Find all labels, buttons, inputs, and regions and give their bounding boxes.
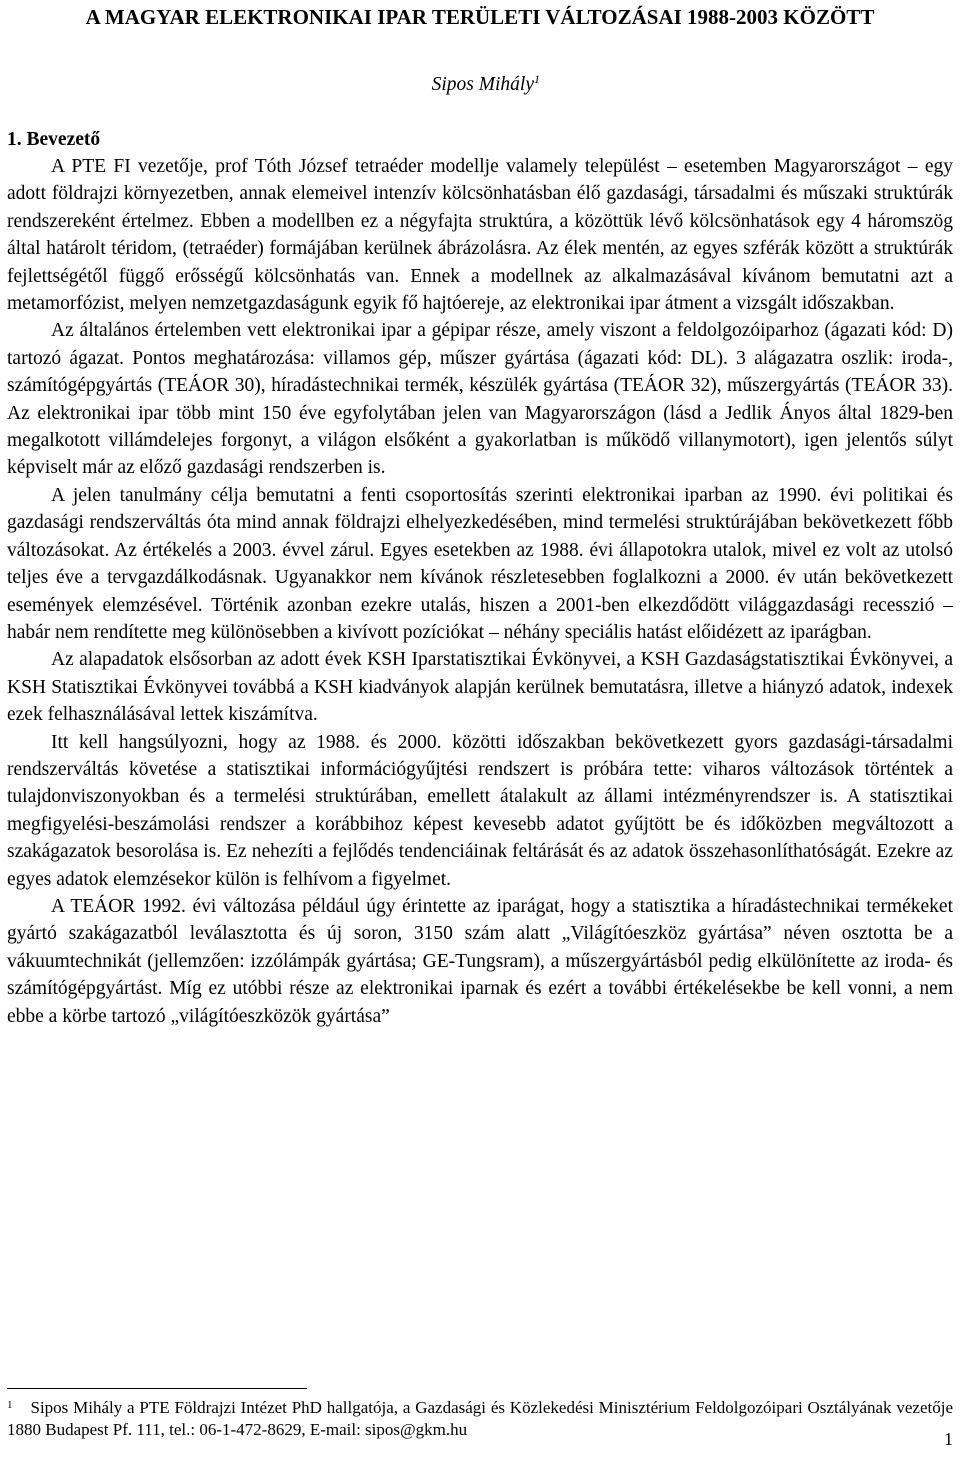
footnote-mark: 1	[7, 1399, 13, 1411]
page-number: 1	[944, 1429, 953, 1449]
author-line	[432, 74, 540, 96]
paper-title: A MAGYAR ELEKTRONIKAI IPAR TERÜLETI VÁLTOZÁSAI 1988-2003 KÖZÖTT	[85, 5, 875, 29]
footnote-separator	[7, 1388, 307, 1389]
paragraph: A jelen tanulmány célja bemutatni a fenti csoportosítás szerinti elektronikai iparban az 1990. évi politikai és gazdasági rendszerváltás óta mind annak földrajzi elhelyezkedésében, mind termelési struktúrájában bekövetkezett főbb változásokat. Az értékelés a 2003. évvel zárul. Egyes esetekben az 1988. évi állapotokra utalok, mivel ez volt az utolsó teljes éve a tervgazdálkodásnak. Ugyanakkor nem kívánok részletesebben foglalkozni a 2000. év után bekövetkezett események elemzésével. Történik azonban ezekre utalás, hiszen a 2001-ben elkezdődött világgazdasági recesszió – habár nem rendítette meg különösebben a kivívott pozíciókat – néhány speciális hatást előidézett az iparágban.	[7, 484, 953, 643]
author-name: Sipos Mihály	[431, 74, 534, 95]
body-text	[7, 153, 953, 1030]
paragraph: Az általános értelemben vett elektronikai ipar a gépipar része, amely viszont a feldolgozóiparhoz (ágazati kód: D) tartozó ágazat. Pontos meghatározása: villamos gép, műszer gyártása (ágazati kód: DL). 3 alágazatra oszlik: iroda-, számítógépgyártás (TEÁOR 30), híradástechnikai termék, készülék gyártása (TEÁOR 32), műszergyártás (TEÁOR 33). Az elektronikai ipar több mint 150 éve egyfolytában jelen van Magyarországon (lásd a Jedlik Ányos által 1829-ben megalkotott villámdelejes forgonyt, a világon elsőként a gyakorlatban is működő villanymotort), igen jelentős súlyt képviselt már az előző gazdasági rendszerben is.	[7, 320, 953, 479]
paragraph: A TEÁOR 1992. évi változása például úgy érintette az iparágat, hogy a statisztika a híradástechnikai termékeket gyártó szakágazatból leválasztotta és új soron, 3150 szám alatt „Világítóeszköz gyártása” néven osztotta be a vákuumtechnikát (jellemzően: izzólámpák gyártása; GE-Tungsram), a műszergyártásból pedig elkülönítette az iroda- és számítógépgyártást. Míg ez utóbbi része az elektronikai iparnak és ezért a további értékelésekbe be kell vonni, a nem ebbe a körbe tartozó „világítóeszközök gyártása”	[7, 895, 953, 1027]
paragraph: Itt kell hangsúlyozni, hogy az 1988. és 2000. közötti időszakban bekövetkezett gyors gazdasági-társadalmi rendszerváltás követése a statisztikai információgyűjtési rendszert is próbára tette: viharos változások történtek a tulajdonviszonyokban és a termelési struktúrában, emellett átalakult az állami intézményrendszer is. A statisztikai megfigyelési-beszámolási rendszer a korábbihoz képest kevesebb adatot gyűjtött be és időközben megváltozott a szakágazatok besorolása is. Ez nehezíti a fejlődés tendenciáinak feltárását és az adatok összehasonlíthatóságát. Ezekre az egyes adatok elemzésekor külön is felhívom a figyelmet.	[7, 731, 953, 890]
paragraph: A PTE FI vezetője, prof Tóth József tetraéder modellje valamely települést – esetemben Magyarországot – egy adott földrajzi környezetben, annak elemeivel intenzív kölcsönhatásban élő gazdasági, társadalmi és műszaki struktúrák rendszereként értelmez. Ebben a modellben ez a négyfajta struktúra, a közöttük lévő kölcsönhatások egy 4 háromszög által határolt téridom, (tetraéder) formájában kerülnek ábrázolásra. Az élek mentén, az egyes szférák között a struktúrák fejlettségétől függő erősségű kölcsönhatás van. Ennek a modellnek az alkalmazásával kívánom bemutatni azt a metamorfózist, melyen nemzetgazdaságunk egyik fő hajtóereje, az elektronikai ipar átment a vizsgált időszakban.	[7, 156, 953, 315]
paragraph: Az alapadatok elsősorban az adott évek KSH Iparstatisztikai Évkönyvei, a KSH Gazdaságstatisztikai Évkönyvei, a KSH Statisztikai Évkönyvei továbbá a KSH kiadványok alapján kerülnek bemutatásra, illetve a hiányzó adatok, indexek ezek felhasználásával lettek kiszámítva.	[7, 649, 953, 726]
footnote-text: Sipos Mihály a PTE Földrajzi Intézet PhD hallgatója, a Gazdasági és Közlekedési Minisztérium Feldolgozóipari Osztályának vezetője 1880 Budapest Pf. 111, tel.: 06-1-472-8629, E-mail: sipos@gkm.hu	[7, 1398, 953, 1439]
footnote	[7, 1397, 953, 1441]
author-footnote-mark: 1	[534, 72, 540, 86]
section-heading: 1. Bevezető	[7, 129, 101, 150]
